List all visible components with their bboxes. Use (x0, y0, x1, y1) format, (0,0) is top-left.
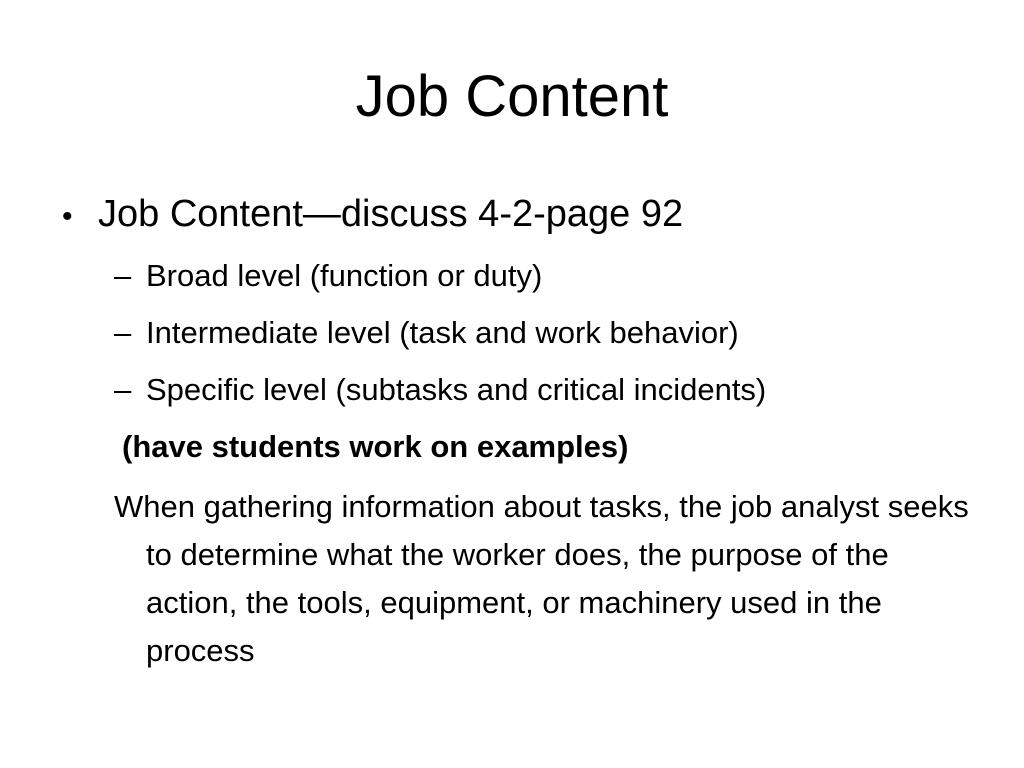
sub-item-text: Broad level (function or duty) (146, 258, 543, 293)
sub-item-marker: – (114, 258, 132, 293)
sub-item-text: Specific level (subtasks and critical incidents) (146, 372, 767, 407)
slide-title: Job Content (355, 64, 669, 129)
sub-item-broad (114, 256, 542, 296)
sub-item-marker: – (114, 372, 132, 407)
sub-item-specific (114, 370, 766, 410)
main-bullet-text: Job Content—discuss 4-2-page 92 (98, 193, 684, 235)
sub-item-text: Intermediate level (task and work behavior) (146, 315, 739, 350)
bullet-marker: • (62, 200, 73, 233)
students-note: (have students work on examples) (122, 429, 629, 464)
sub-item-marker: – (114, 315, 132, 350)
main-bullet (62, 188, 683, 243)
sub-item-intermediate (114, 313, 739, 353)
task-info-paragraph: When gathering information about tasks, the job analyst seeks to determine what the worker does, the purpose of the action, the tools, equipment, or machinery used in the process (114, 489, 969, 668)
